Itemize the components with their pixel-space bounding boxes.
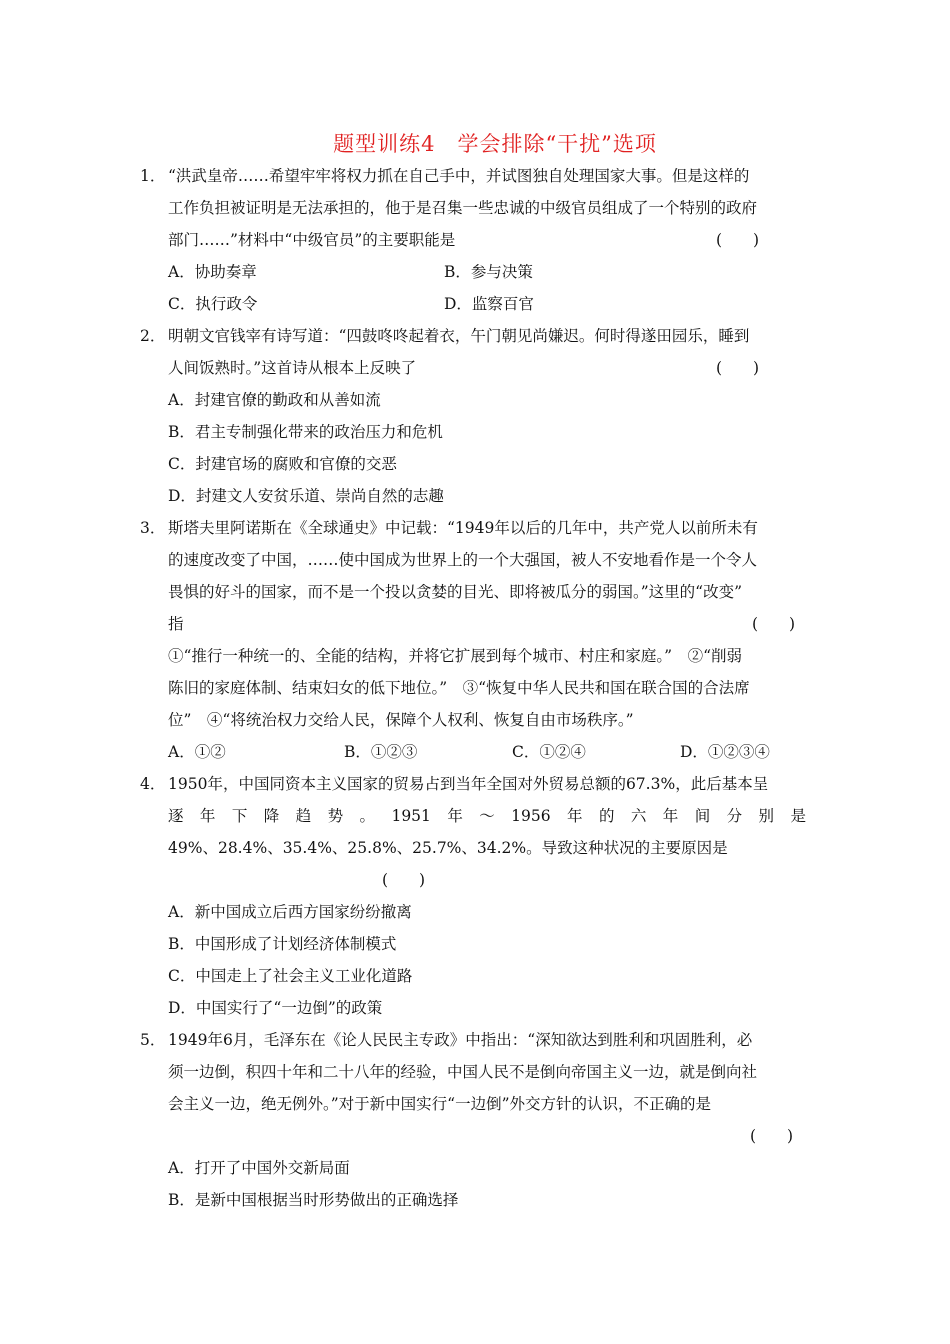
word: 年 — [662, 807, 679, 825]
question-text-line: 工作负担被证明是无法承担的，他于是召集一些忠诚的中级官员组成了一个特别的政府 — [168, 199, 758, 217]
option-c: C．①②④ — [512, 743, 586, 761]
word: 年 — [447, 807, 463, 825]
question-text-line: 指 — [168, 615, 184, 633]
question-number: 5． — [140, 1031, 166, 1049]
word: ～ — [479, 807, 495, 825]
word: 是 — [790, 807, 806, 825]
question-text-line: 斯塔夫里阿诺斯在《全球通史》中记载：“1949年以后的几年中，共产党人以前所未有 — [168, 519, 758, 537]
word: 降 — [263, 807, 280, 825]
word: 下 — [231, 807, 248, 825]
option-d: D．监察百官 — [444, 295, 534, 313]
word: 年 — [567, 807, 583, 825]
option-b: B．参与决策 — [444, 263, 533, 281]
option-a: A．新中国成立后西方国家纷纷撤离 — [168, 903, 412, 921]
question-number: 2． — [140, 327, 166, 345]
answer-bracket: ( ) — [716, 231, 760, 249]
answer-bracket: ( ) — [752, 615, 796, 633]
word: 别 — [758, 807, 775, 825]
question-text-line: 人间饭熟时。”这首诗从根本上反映了 — [168, 359, 417, 377]
option-d: D．①②③④ — [680, 743, 770, 761]
question-text-line: 明朝文官钱宰有诗写道：“四鼓咚咚起着衣，午门朝见尚嫌迟。何时得遂田园乐，睡到 — [168, 327, 750, 345]
question-text-line: 的速度改变了中国，……使中国成为世界上的一个大强国，被人不安地看作是一个令人 — [168, 551, 758, 569]
option-d: D．封建文人安贫乐道、崇尚自然的志趣 — [168, 487, 444, 505]
word: 分 — [726, 807, 743, 825]
option-a: A．协助奏章 — [168, 263, 257, 281]
answer-bracket: ( ) — [750, 1127, 794, 1145]
option-d: D．中国实行了“一边倒”的政策 — [168, 999, 383, 1017]
question-text-line: 1950年，中国同资本主义国家的贸易占到当年全国对外贸易总额的67.3%，此后基本呈 — [168, 775, 769, 793]
question-text-line: 1949年6月，毛泽东在《论人民民主专政》中指出：“深知欲达到胜利和巩固胜利，必 — [168, 1031, 753, 1049]
word: 逐 — [168, 807, 184, 825]
option-a: A．打开了中国外交新局面 — [168, 1159, 350, 1177]
statement-line: 陈旧的家庭体制、结束妇女的低下地位。” ③“恢复中华人民共和国在联合国的合法席 — [168, 679, 750, 697]
answer-bracket: ( ) — [382, 871, 426, 889]
option-a: A．封建官僚的勤政和从善如流 — [168, 391, 381, 409]
option-b: B．①②③ — [344, 743, 418, 761]
word: 年 — [199, 807, 216, 825]
option-b: B．中国形成了计划经济体制模式 — [168, 935, 397, 953]
question-text-line: 部门……”材料中“中级官员”的主要职能是 — [168, 231, 456, 249]
option-c: C．封建官场的腐败和官僚的交恶 — [168, 455, 397, 473]
question-number: 1． — [140, 167, 166, 185]
option-b: B．君主专制强化带来的政治压力和危机 — [168, 423, 443, 441]
statement-line: 位” ④“将统治权力交给人民，保障个人权利、恢复自由市场秩序。” — [168, 711, 634, 729]
question-text-line: 49%、28.4%、35.4%、25.8%、25.7%、34.2%。导致这种状况的主要原因是 — [168, 839, 728, 857]
word: 的 — [598, 807, 615, 825]
question-text-line: 会主义一边，绝无例外。”对于新中国实行“一边倒”外交方针的认识，不正确的是 — [168, 1095, 712, 1113]
word: 。 — [359, 807, 376, 825]
page-title: 题型训练4 学会排除“干扰”选项 — [333, 132, 657, 156]
option-c: C．中国走上了社会主义工业化道路 — [168, 967, 413, 985]
word: 趋 — [295, 807, 312, 825]
word: 1956 — [511, 807, 551, 825]
word: 势 — [327, 807, 344, 825]
answer-bracket: ( ) — [716, 359, 760, 377]
word: 间 — [694, 807, 711, 825]
option-b: B．是新中国根据当时形势做出的正确选择 — [168, 1191, 459, 1209]
word: 六 — [630, 807, 647, 825]
option-a: A．①② — [168, 743, 226, 761]
question-text-line: 畏惧的好斗的国家，而不是一个投以贪婪的目光、即将被瓜分的弱国。”这里的“改变” — [168, 583, 743, 601]
statement-line: ①“推行一种统一的、全能的结构，并将它扩展到每个城市、村庄和家庭。” ②“削弱 — [168, 647, 743, 665]
question-text-line: “洪武皇帝……希望牢牢将权力抓在自己手中，并试图独自处理国家大事。但是这样的 — [168, 167, 750, 185]
question-text-line: 须一边倒，积四十年和二十八年的经验，中国人民不是倒向帝国主义一边，就是倒向社 — [168, 1063, 758, 1081]
word: 1951 — [391, 807, 431, 825]
question-text-line-justified — [168, 806, 806, 826]
question-number: 4． — [140, 775, 166, 793]
question-number: 3． — [140, 519, 166, 537]
option-c: C．执行政令 — [168, 295, 258, 313]
